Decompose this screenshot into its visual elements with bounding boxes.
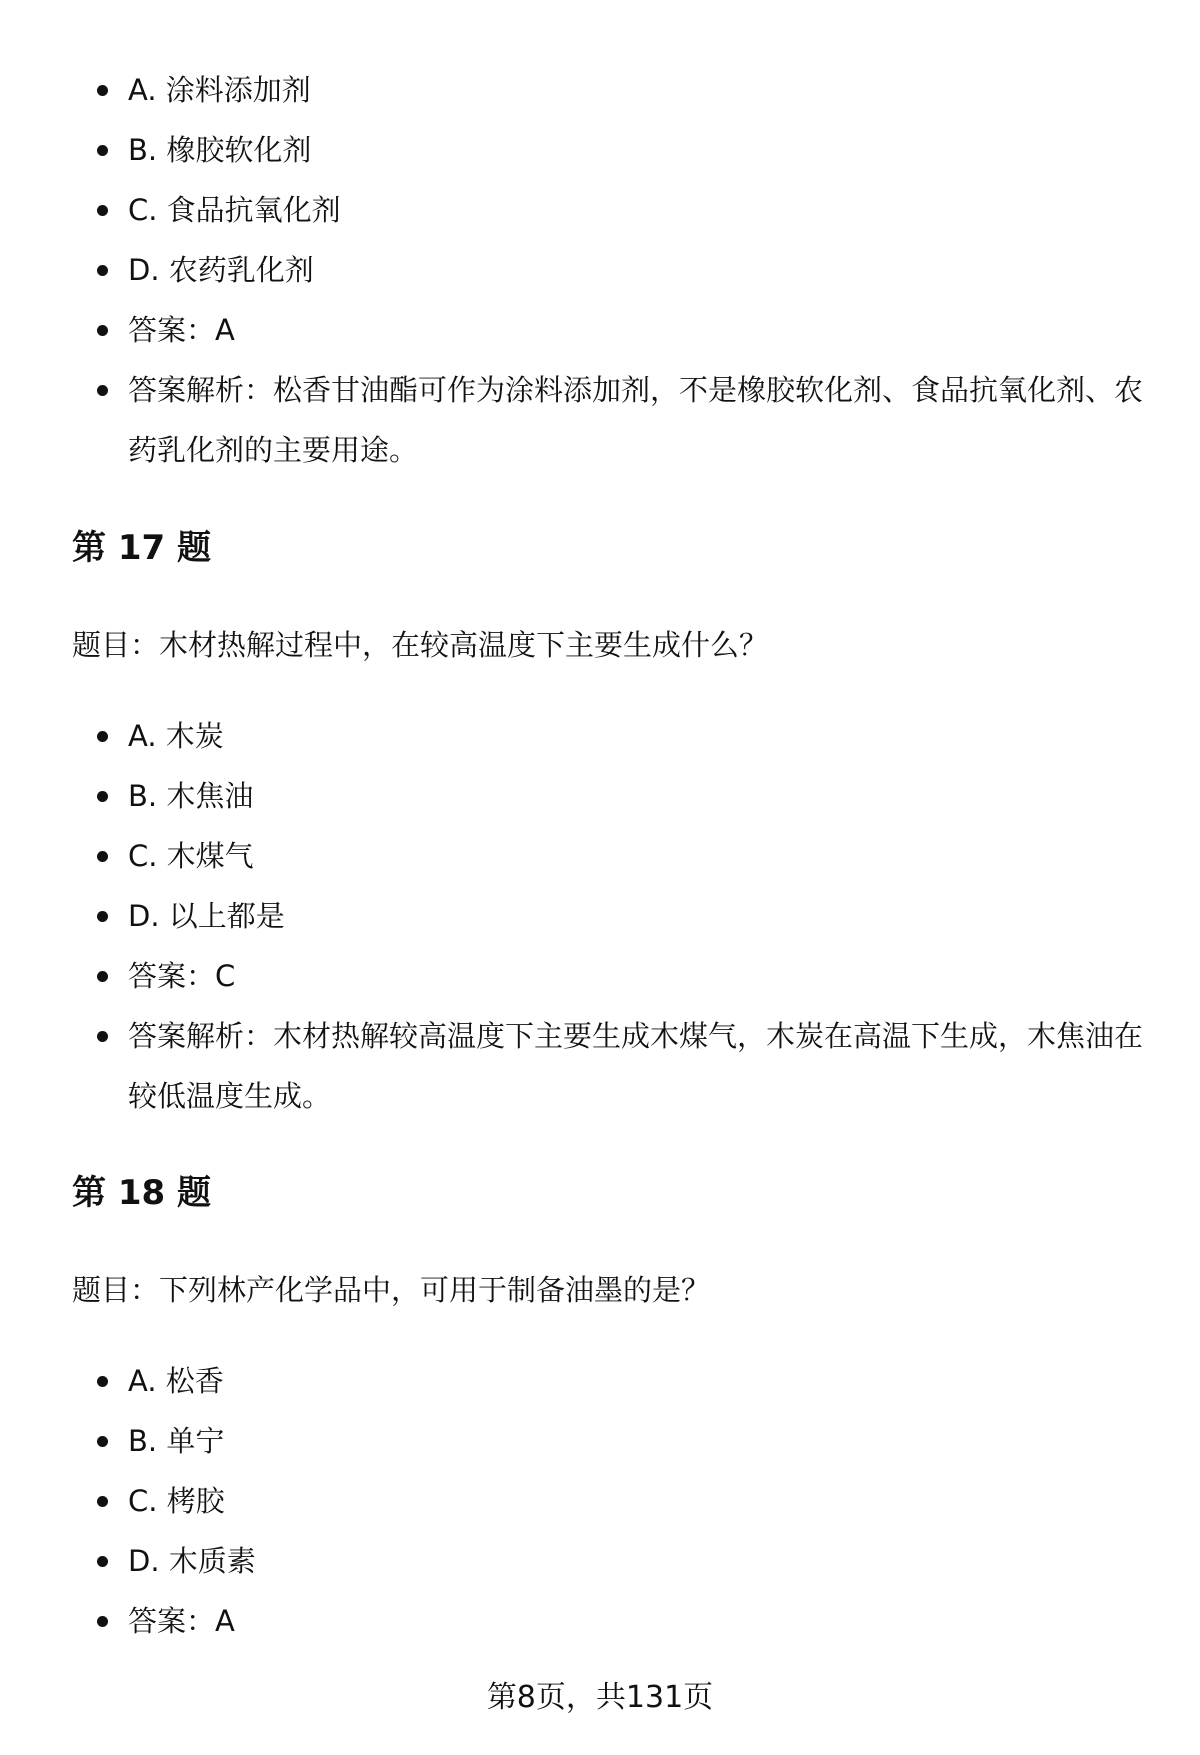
bullet-icon (97, 1031, 108, 1042)
q18-option-a (72, 1351, 1152, 1411)
bullet-icon (97, 1496, 108, 1507)
option-text: D. 以上都是 (128, 899, 285, 933)
question-text-17: 题目：木材热解过程中，在较高温度下主要生成什么？ (72, 628, 769, 662)
bullet-icon (97, 325, 108, 336)
bullet-icon (97, 971, 108, 982)
option-text: C. 栲胶 (128, 1484, 225, 1518)
answer-text: 答案：A (128, 1604, 235, 1638)
q17-option-d (72, 886, 1152, 946)
q16-option-list (72, 60, 1152, 480)
q18-option-d (72, 1531, 1152, 1591)
q16-option-d (72, 240, 1152, 300)
q17-explanation (72, 1006, 1152, 1126)
q18-answer (72, 1591, 1152, 1651)
q17-answer (72, 946, 1152, 1006)
bullet-icon (97, 1436, 108, 1447)
bullet-icon (97, 791, 108, 802)
q17-option-a (72, 706, 1152, 766)
explanation-text: 答案解析：木材热解较高温度下主要生成木煤气，木炭在高温下生成，木焦油在较低温度生成。 (128, 1019, 1144, 1113)
bullet-icon (97, 265, 108, 276)
q16-option-c (72, 180, 1152, 240)
q17-option-c (72, 826, 1152, 886)
bullet-icon (97, 385, 108, 396)
explanation-text: 答案解析：松香甘油酯可作为涂料添加剂，不是橡胶软化剂、食品抗氧化剂、农药乳化剂的主要用途。 (128, 373, 1144, 467)
answer-text: 答案：A (128, 313, 235, 347)
bullet-icon (97, 731, 108, 742)
option-text: C. 食品抗氧化剂 (128, 193, 341, 227)
bullet-icon (97, 911, 108, 922)
option-text: C. 木煤气 (128, 839, 254, 873)
option-text: A. 涂料添加剂 (128, 73, 311, 107)
option-text: B. 橡胶软化剂 (128, 133, 312, 167)
option-text: B. 木焦油 (128, 779, 254, 813)
option-text: A. 松香 (128, 1364, 224, 1398)
q16-option-b (72, 120, 1152, 180)
option-text: D. 农药乳化剂 (128, 253, 314, 287)
bullet-icon (97, 205, 108, 216)
q16-answer (72, 300, 1152, 360)
option-text: B. 单宁 (128, 1424, 225, 1458)
q17-option-list (72, 706, 1152, 1126)
bullet-icon (97, 851, 108, 862)
question-text-18: 题目：下列林产化学品中，可用于制备油墨的是？ (72, 1273, 711, 1307)
q16-option-a (72, 60, 1152, 120)
option-text: A. 木炭 (128, 719, 224, 753)
page-footer: 第8页，共131页 (486, 1680, 714, 1715)
q18-option-list (72, 1351, 1152, 1651)
answer-text: 答案：C (128, 959, 236, 993)
option-text: D. 木质素 (128, 1544, 256, 1578)
q16-explanation (72, 360, 1152, 480)
bullet-icon (97, 85, 108, 96)
question-title-18: 第 18 题 (72, 1173, 211, 1213)
question-title-17: 第 17 题 (72, 528, 211, 568)
q18-option-c (72, 1471, 1152, 1531)
bullet-icon (97, 1556, 108, 1567)
bullet-icon (97, 145, 108, 156)
bullet-icon (97, 1616, 108, 1627)
q17-option-b (72, 766, 1152, 826)
q18-option-b (72, 1411, 1152, 1471)
bullet-icon (97, 1376, 108, 1387)
